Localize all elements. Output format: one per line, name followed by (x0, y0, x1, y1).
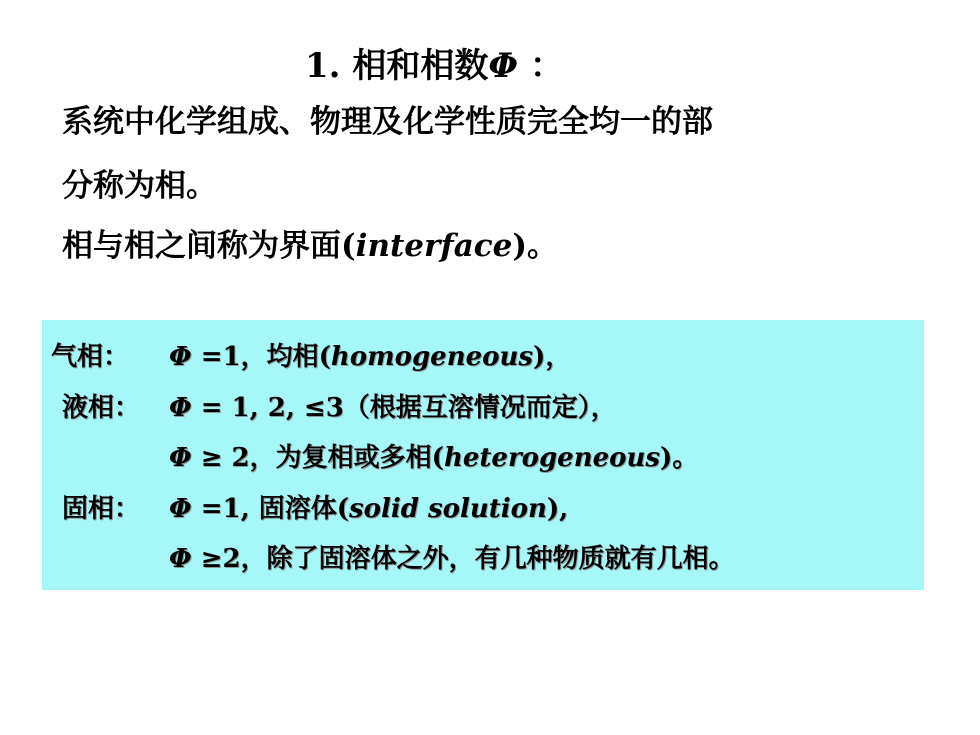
title-text: 相和相数 (352, 46, 489, 86)
row-content (169, 488, 568, 525)
phi-symbol: Φ (169, 544, 192, 574)
row-text: =1，均相( (191, 342, 331, 372)
interface-term: interface (355, 228, 513, 264)
row-text-end: ), (546, 494, 569, 524)
row-text-end: )。 (660, 443, 699, 473)
row-content (169, 437, 698, 474)
row-text: = 1, 2, ≤3（根据互溶情况而定）， (191, 393, 617, 423)
row-content (169, 387, 617, 424)
title-colon: ： (529, 46, 564, 86)
phi-symbol: Φ (488, 46, 518, 86)
slide-title (305, 38, 564, 87)
phi-symbol: Φ (169, 443, 192, 473)
row-content (169, 336, 571, 373)
row-text: ≥ 2，为复相或多相( (191, 443, 444, 473)
phi-symbol: Φ (169, 494, 192, 524)
phase-cases-box (42, 320, 924, 590)
row-label: 气相： (51, 342, 130, 372)
interface-post: )。 (512, 228, 559, 264)
title-number: 1. (305, 46, 341, 86)
row-text-end: )， (533, 342, 572, 372)
row-text: =1, 固溶体( (191, 494, 349, 524)
row-term: homogeneous (330, 342, 534, 372)
row-label: 固相： (62, 494, 141, 524)
row-term: solid solution (349, 494, 547, 524)
definition-line-1: 系统中化学组成、物理及化学性质完全均一的部 (62, 104, 713, 140)
row-term: heterogeneous (443, 443, 661, 473)
definition-line-2: 分称为相。 (62, 168, 217, 204)
row-label: 液相： (62, 393, 141, 423)
row-text: ≥2，除了固溶体之外，有几种物质就有几相。 (191, 544, 735, 574)
interface-pre: 相与相之间称为界面( (62, 228, 356, 264)
interface-line (62, 220, 558, 265)
phi-symbol: Φ (169, 342, 192, 372)
row-content (169, 538, 735, 575)
phi-symbol: Φ (169, 393, 192, 423)
